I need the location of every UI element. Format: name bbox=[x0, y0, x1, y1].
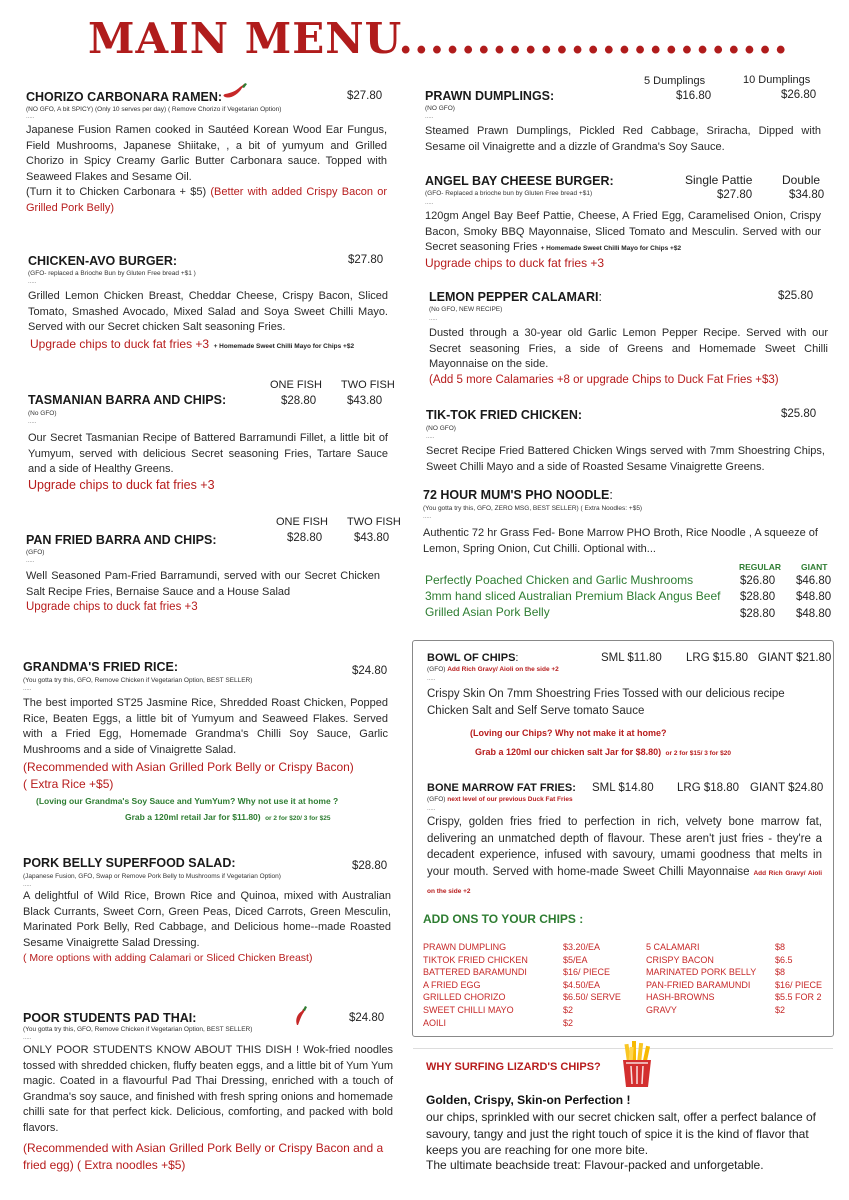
item-note-ramen: (NO GFO, A bit SPICY) (Only 10 serves per day) ( Remove Chorizo if Vegetarian Option) bbox=[26, 106, 282, 113]
item-name-prawn-dumplings: PRAWN DUMPLINGS: bbox=[425, 89, 555, 103]
item-name-pork-belly-salad: PORK BELLY SUPERFOOD SALAD: bbox=[23, 856, 236, 870]
item-price-calamari: $25.80 bbox=[778, 290, 814, 302]
addon-price: $2 bbox=[563, 1005, 574, 1015]
item-name-angel-bay-burger: ANGEL BAY CHEESE BURGER: bbox=[425, 174, 614, 188]
item-price-fried-chicken: $25.80 bbox=[781, 408, 817, 420]
promo-chicken-salt-line1: (Loving our Chips? Why not make it at home? bbox=[470, 728, 667, 738]
divider-dots: ..... bbox=[26, 114, 35, 120]
item-desc-bowl-of-chips: Crispy Skin On 7mm Shoestring Fries Tossed with our delicious recipe Chicken Salt and Self Serve tomato Sauce bbox=[427, 688, 785, 717]
addon-price: $5/EA bbox=[563, 954, 588, 965]
divider-dots: ..... bbox=[427, 676, 436, 682]
why-closing: The ultimate beachside treat: Flavour-packed and unforgetable. bbox=[426, 1158, 764, 1172]
item-desc-fried-chicken: Secret Recipe Fried Battered Chicken Wings served with 7mm Shoestring Chips, Sweet Chilli Mayo and a side of Roasted Sesame Vinaigrette Greens. bbox=[426, 445, 825, 473]
item-desc-pork-belly-salad: A delightful of Wild Rice, Brown Rice and Quinoa, mixed with Australian Black Currants, Sweet Corn, Green Peas, Diced Carrots, Green Mesculin, Marinated Pork Belly, Red Cabbage, and Delicious home--made Roasted Sesame Vinaigrette Salad Dressing. bbox=[23, 890, 391, 949]
item-extra-fried-rice: ( Extra Rice +$5) bbox=[23, 777, 114, 791]
item-name-tasmanian-barra: TASMANIAN BARRA AND CHIPS: bbox=[28, 393, 227, 407]
item-name-pad-thai: POOR STUDENTS PAD THAI: bbox=[23, 1011, 197, 1025]
addon-label: AOILI bbox=[423, 1017, 447, 1028]
item-more-pork-belly-salad: ( More options with adding Calamari or Sliced Chicken Breast) bbox=[23, 952, 313, 964]
chili-pepper-icon bbox=[292, 1006, 308, 1031]
page-title: MAIN MENU......................... bbox=[88, 14, 789, 63]
addon-price: $8 bbox=[775, 942, 786, 952]
price-header-giant: GIANT bbox=[801, 562, 828, 572]
item-desc-bone-marrow-fries: Crispy, golden fries fried to perfection in rich, velvety bone marrow fat, delivering an unmatched depth of flavour. These aren't just fries - they're a decadent experience, infused with savoury, umami goodness that melts in your mouth. Served with home-made Sweet Chilli Mayonnaise Add Rich Gravy/ Aioli on the side +2 bbox=[427, 816, 822, 895]
item-note-tasmanian-barra: (No GFO) bbox=[28, 410, 57, 417]
item-price1-tasmanian-barra: $28.80 bbox=[281, 395, 317, 407]
pho-option-price-giant: $48.80 bbox=[796, 608, 832, 620]
item-price2-prawn-dumplings: $26.80 bbox=[781, 89, 817, 101]
item-note-pork-belly-salad: (Japanese Fusion, GFO, Swap or Remove Pork Belly to Mushrooms if Vegetarian Option) bbox=[23, 873, 281, 880]
why-title: WHY SURFING LIZARD'S CHIPS? bbox=[426, 1061, 601, 1073]
divider-dots: ..... bbox=[28, 279, 37, 285]
price-bowl-lrg: LRG $15.80 bbox=[686, 652, 749, 664]
divider-dots: ..... bbox=[426, 434, 435, 440]
item-name-fried-chicken: TIK-TOK FRIED CHICKEN: bbox=[426, 408, 583, 422]
price-header-one-fish: ONE FISH bbox=[270, 379, 322, 391]
item-name-pho: 72 HOUR MUM'S PHO NOODLE: bbox=[423, 488, 613, 502]
divider-dots: ..... bbox=[23, 882, 32, 888]
item-price-ramen: $27.80 bbox=[347, 90, 383, 102]
item-price1-pan-fried-barra: $28.80 bbox=[287, 532, 323, 544]
why-body: our chips, sprinkled with our secret chicken salt, offer a perfect balance of savoury, tangy and just the right touch of spice it is the kind of flavor that keeps you are reaching for one more bite. bbox=[426, 1110, 816, 1157]
french-fries-icon bbox=[618, 1040, 656, 1093]
divider-dots: ..... bbox=[26, 558, 35, 564]
addon-price: $6.5 bbox=[775, 954, 793, 965]
pho-option-price-regular: $28.80 bbox=[740, 591, 776, 603]
item-price-chicken-avo: $27.80 bbox=[348, 254, 384, 266]
price-bowl-giant: GIANT $21.80 bbox=[758, 652, 832, 664]
price-bowl-sml: SML $11.80 bbox=[601, 652, 662, 664]
divider-dots: ..... bbox=[23, 686, 32, 692]
promo-soy-sauce-line2: Grab a 120ml retail Jar for $11.80) or 2 for $20/ 3 for $25 bbox=[125, 812, 331, 822]
promo-chicken-salt-line2: Grab a 120ml our chicken salt Jar for $8.80) or 2 for $15/ 3 for $20 bbox=[475, 747, 731, 757]
divider-dots: ..... bbox=[425, 114, 434, 120]
addons-right-list bbox=[646, 941, 826, 1017]
divider-dots: ..... bbox=[423, 514, 432, 520]
item-note-bowl-of-chips: (GFO) Add Rich Gravy/ Aioli on the side +2 bbox=[427, 666, 559, 673]
addon-label: MARINATED PORK BELLY bbox=[646, 967, 757, 978]
addon-price: $16/ PIECE bbox=[775, 979, 823, 990]
addon-label: BATTERED BARAMUNDI bbox=[423, 967, 527, 978]
pho-option-price-giant: $48.80 bbox=[796, 591, 832, 603]
item-note-calamari: (No GFO, NEW RECIPE) bbox=[429, 306, 503, 313]
addon-label: TIKTOK FRIED CHICKEN bbox=[423, 954, 528, 965]
item-recommend-pad-thai: (Recommended with Asian Grilled Pork Belly or Crispy Bacon and a fried egg) ( Extra noodles +$5) bbox=[23, 1141, 384, 1172]
price-header-two-fish: TWO FISH bbox=[341, 379, 395, 391]
item-note-pho: (You gotta try this, GFO, ZERO MSG, BEST SELLER) ( Extra Noodles: +$5) bbox=[423, 505, 643, 512]
item-name-bowl-of-chips: BOWL OF CHIPS: bbox=[427, 652, 519, 664]
chili-pepper-icon bbox=[222, 81, 248, 106]
addon-label: CRISPY BACON bbox=[646, 954, 714, 965]
item-desc-prawn-dumplings: Steamed Prawn Dumplings, Pickled Red Cabbage, Sriracha, Dipped with Sesame oil Vinaigrette and a dizzle of Grandma's Soy Sauce. bbox=[425, 125, 821, 153]
item-upgrade-calamari: (Add 5 more Calamaries +8 or upgrade Chips to Duck Fat Fries +$3) bbox=[429, 374, 779, 386]
addon-label: PAN-FRIED BARAMUNDI bbox=[646, 979, 751, 990]
price-header-one-fish: ONE FISH bbox=[276, 516, 328, 528]
price-marrow-sml: SML $14.80 bbox=[592, 782, 654, 794]
item-desc-pad-thai: ONLY POOR STUDENTS KNOW ABOUT THIS DISH ! Wok-fried noodles tossed with shredded chicken, fluffy beaten eggs, and a little bit of Yum Yum magic. Coated in a flavourful Pad Thai Dressing, enriched with a touch of Grandma's soy sauce, and finished with fresh spring onions and homemade chilli sate for that perfect kick. Delicious, comforting, and packed with bold flavors. bbox=[23, 1044, 393, 1134]
addon-price: $5.5 FOR 2 bbox=[775, 992, 822, 1003]
addon-label: 5 CALAMARI bbox=[646, 942, 700, 952]
addon-label: GRAVY bbox=[646, 1005, 677, 1015]
pho-option-label: 3mm hand sliced Australian Premium Black Angus Beef bbox=[425, 589, 721, 603]
item-note-fried-chicken: (NO GFO) bbox=[426, 425, 456, 432]
addon-price: $8 bbox=[775, 967, 786, 978]
item-price1-angel-bay-burger: $27.80 bbox=[717, 189, 753, 201]
item-desc-angel-bay-burger: 120gm Angel Bay Beef Pattie, Cheese, A Fried Egg, Caramelised Onion, Crispy Bacon, Smoky BBQ Mayonnaise, Sliced Tomato and Mesculin. Served with our Secret seasoning Fries + Homemade Sweet Chilli Mayo for Chips +$2 bbox=[425, 210, 821, 254]
item-note-pad-thai: (You gotta try this, GFO, Remove Chicken if Vegetarian Option, BEST SELLER) bbox=[23, 1026, 253, 1033]
pho-option-price-giant: $46.80 bbox=[796, 575, 832, 587]
addon-price: $2 bbox=[563, 1017, 574, 1028]
item-price2-angel-bay-burger: $34.80 bbox=[789, 189, 825, 201]
addon-label: HASH-BROWNS bbox=[646, 992, 715, 1003]
item-name-chicken-avo: CHICKEN-AVO BURGER: bbox=[28, 254, 178, 268]
price-header-10-dumplings: 10 Dumplings bbox=[743, 74, 811, 86]
addon-price: $3.20/EA bbox=[563, 942, 601, 952]
item-upgrade-pan-fried-barra: Upgrade chips to duck fat fries +3 bbox=[26, 601, 198, 613]
addons-title: ADD ONS TO YOUR CHIPS : bbox=[423, 912, 584, 926]
price-marrow-lrg: LRG $18.80 bbox=[677, 782, 740, 794]
price-header-5-dumplings: 5 Dumplings bbox=[644, 75, 706, 87]
item-name-pan-fried-barra: PAN FRIED BARRA AND CHIPS: bbox=[26, 533, 217, 547]
item-desc-chicken-avo: Grilled Lemon Chicken Breast, Cheddar Cheese, Crispy Bacon, Sliced Tomato, Smashed Avocado, Mixed Salad and Soya Sweet Chilli Mayo. Served with our Secret chicken Salt seasoning Fries. bbox=[28, 290, 388, 334]
item-upgrade-tasmanian-barra: Upgrade chips to duck fat fries +3 bbox=[28, 478, 215, 492]
item-price-fried-rice: $24.80 bbox=[352, 665, 388, 677]
item-desc-fried-rice: The best imported ST25 Jasmine Rice, Shredded Roast Chicken, Popped Rice, Beaten Eggs, a little bit of Yumyum and Seaweed Flakes. Served with a Fried Egg, Homemade Grandma's Chilli Soy Sauce, Garlic Mushrooms and a side of Vinaigrette Salad. bbox=[23, 697, 388, 756]
divider-dots: ..... bbox=[427, 806, 436, 812]
addon-price: $4.50/EA bbox=[563, 979, 601, 990]
item-desc-tasmanian-barra: Our Secret Tasmanian Recipe of Battered Barramundi Fillet, a little bit of Yumyum, served with delicious Secret seasoning Fries, Tartare Sauce and a side of Healthy Greens. bbox=[28, 432, 388, 476]
item-name-ramen: CHORIZO CARBONARA RAMEN: bbox=[26, 90, 223, 104]
item-note-bone-marrow-fries: (GFO) next level of our previous Duck Fat Fries bbox=[427, 796, 573, 803]
addon-price: $6.50/ SERVE bbox=[563, 992, 621, 1003]
item-price-pad-thai: $24.80 bbox=[349, 1012, 385, 1024]
pho-options bbox=[425, 573, 835, 625]
divider-dots: ..... bbox=[28, 419, 37, 425]
item-price-pork-belly-salad: $28.80 bbox=[352, 860, 388, 872]
item-note-chicken-avo: (GFO- replaced a Brioche Bun by Gluten Free bread +$1 ) bbox=[28, 270, 196, 277]
divider-dots: ..... bbox=[425, 200, 434, 206]
addon-label: GRILLED CHORIZO bbox=[423, 992, 506, 1003]
item-upgrade-angel-bay-burger: Upgrade chips to duck fat fries +3 bbox=[425, 256, 605, 270]
price-header-regular: REGULAR bbox=[739, 562, 782, 572]
pho-option-price-regular: $26.80 bbox=[740, 575, 776, 587]
addon-label: PRAWN DUMPLING bbox=[423, 942, 507, 952]
pho-option-label: Grilled Asian Pork Belly bbox=[425, 605, 550, 619]
item-recommend-fried-rice: (Recommended with Asian Grilled Pork Belly or Crispy Bacon) bbox=[23, 760, 354, 774]
price-marrow-giant: GIANT $24.80 bbox=[750, 782, 824, 794]
divider-dots: ..... bbox=[429, 316, 438, 322]
addon-price: $2 bbox=[775, 1005, 786, 1015]
item-name-bone-marrow-fries: BONE MARROW FAT FRIES: bbox=[427, 782, 576, 794]
addon-label: A FRIED EGG bbox=[423, 979, 481, 990]
promo-soy-sauce-line1: (Loving our Grandma's Soy Sauce and YumYum? Why not use it at home ? bbox=[36, 796, 339, 806]
item-price2-tasmanian-barra: $43.80 bbox=[347, 395, 383, 407]
divider-dots: ..... bbox=[23, 1035, 32, 1041]
addon-label: SWEET CHILLI MAYO bbox=[423, 1005, 514, 1015]
pho-option-label: Perfectly Poached Chicken and Garlic Mushrooms bbox=[425, 573, 694, 587]
item-note-fried-rice: (You gotta try this, GFO, Remove Chicken if Vegetarian Option, BEST SELLER) bbox=[23, 677, 253, 684]
price-header-double: Double bbox=[782, 173, 821, 187]
item-name-fried-rice: GRANDMA'S FRIED RICE: bbox=[23, 660, 179, 674]
item-name-calamari: LEMON PEPPER CALAMARI: bbox=[429, 290, 602, 304]
item-note-pan-fried-barra: (GFO) bbox=[26, 549, 45, 556]
addons-left-list bbox=[423, 941, 638, 1029]
item-note-prawn-dumplings: (NO GFO) bbox=[425, 105, 455, 112]
item-desc-pho: Authentic 72 hr Grass Fed- Bone Marrow PHO Broth, Rice Noodle , A squeeze of Lemon, Spring Onion, Cut Chilli. Optional with... bbox=[423, 527, 818, 555]
price-header-two-fish: TWO FISH bbox=[347, 516, 401, 528]
addon-price: $16/ PIECE bbox=[563, 967, 611, 978]
item-note-angel-bay-burger: (GFO- Replaced a brioche bun by Gluten Free bread +$1) bbox=[425, 190, 593, 197]
item-price2-pan-fried-barra: $43.80 bbox=[354, 532, 390, 544]
item-desc-pan-fried-barra: Well Seasoned Pam-Fried Barramundi, served with our Secret Chicken Salt Recipe Fries, Bernaise Sauce and a House Salad bbox=[26, 570, 380, 598]
pho-option-price-regular: $28.80 bbox=[740, 608, 776, 620]
item-desc-ramen: Japanese Fusion Ramen cooked in Sautéed Korean Wood Ear Fungus, Field Mushrooms, Japanese Shiitake, , a bit of yumyum and Grilled Chorizo in Spicy Creamy Garlic Butter Carbonara sauce. Topped with Seaweed Flakes and Sesame Oil. (Turn it to Chicken Carbonara + $5) (Better with added Crispy Bacon or Grilled Pork Belly) bbox=[26, 124, 387, 214]
price-header-single: Single Pattie bbox=[685, 173, 753, 187]
item-price1-prawn-dumplings: $16.80 bbox=[676, 90, 712, 102]
why-headline: Golden, Crispy, Skin-on Perfection ! bbox=[426, 1093, 631, 1107]
item-desc-calamari: Dusted through a 30-year old Garlic Lemon Pepper Recipe. Served with our Secret seasoning Fries, a side of Greens and Homemade Sweet Chilli Mayonnaise on the side. bbox=[429, 327, 828, 371]
item-upgrade-chicken-avo: Upgrade chips to duck fat fries +3 + Homemade Sweet Chilli Mayo for Chips +$2 bbox=[30, 337, 355, 351]
